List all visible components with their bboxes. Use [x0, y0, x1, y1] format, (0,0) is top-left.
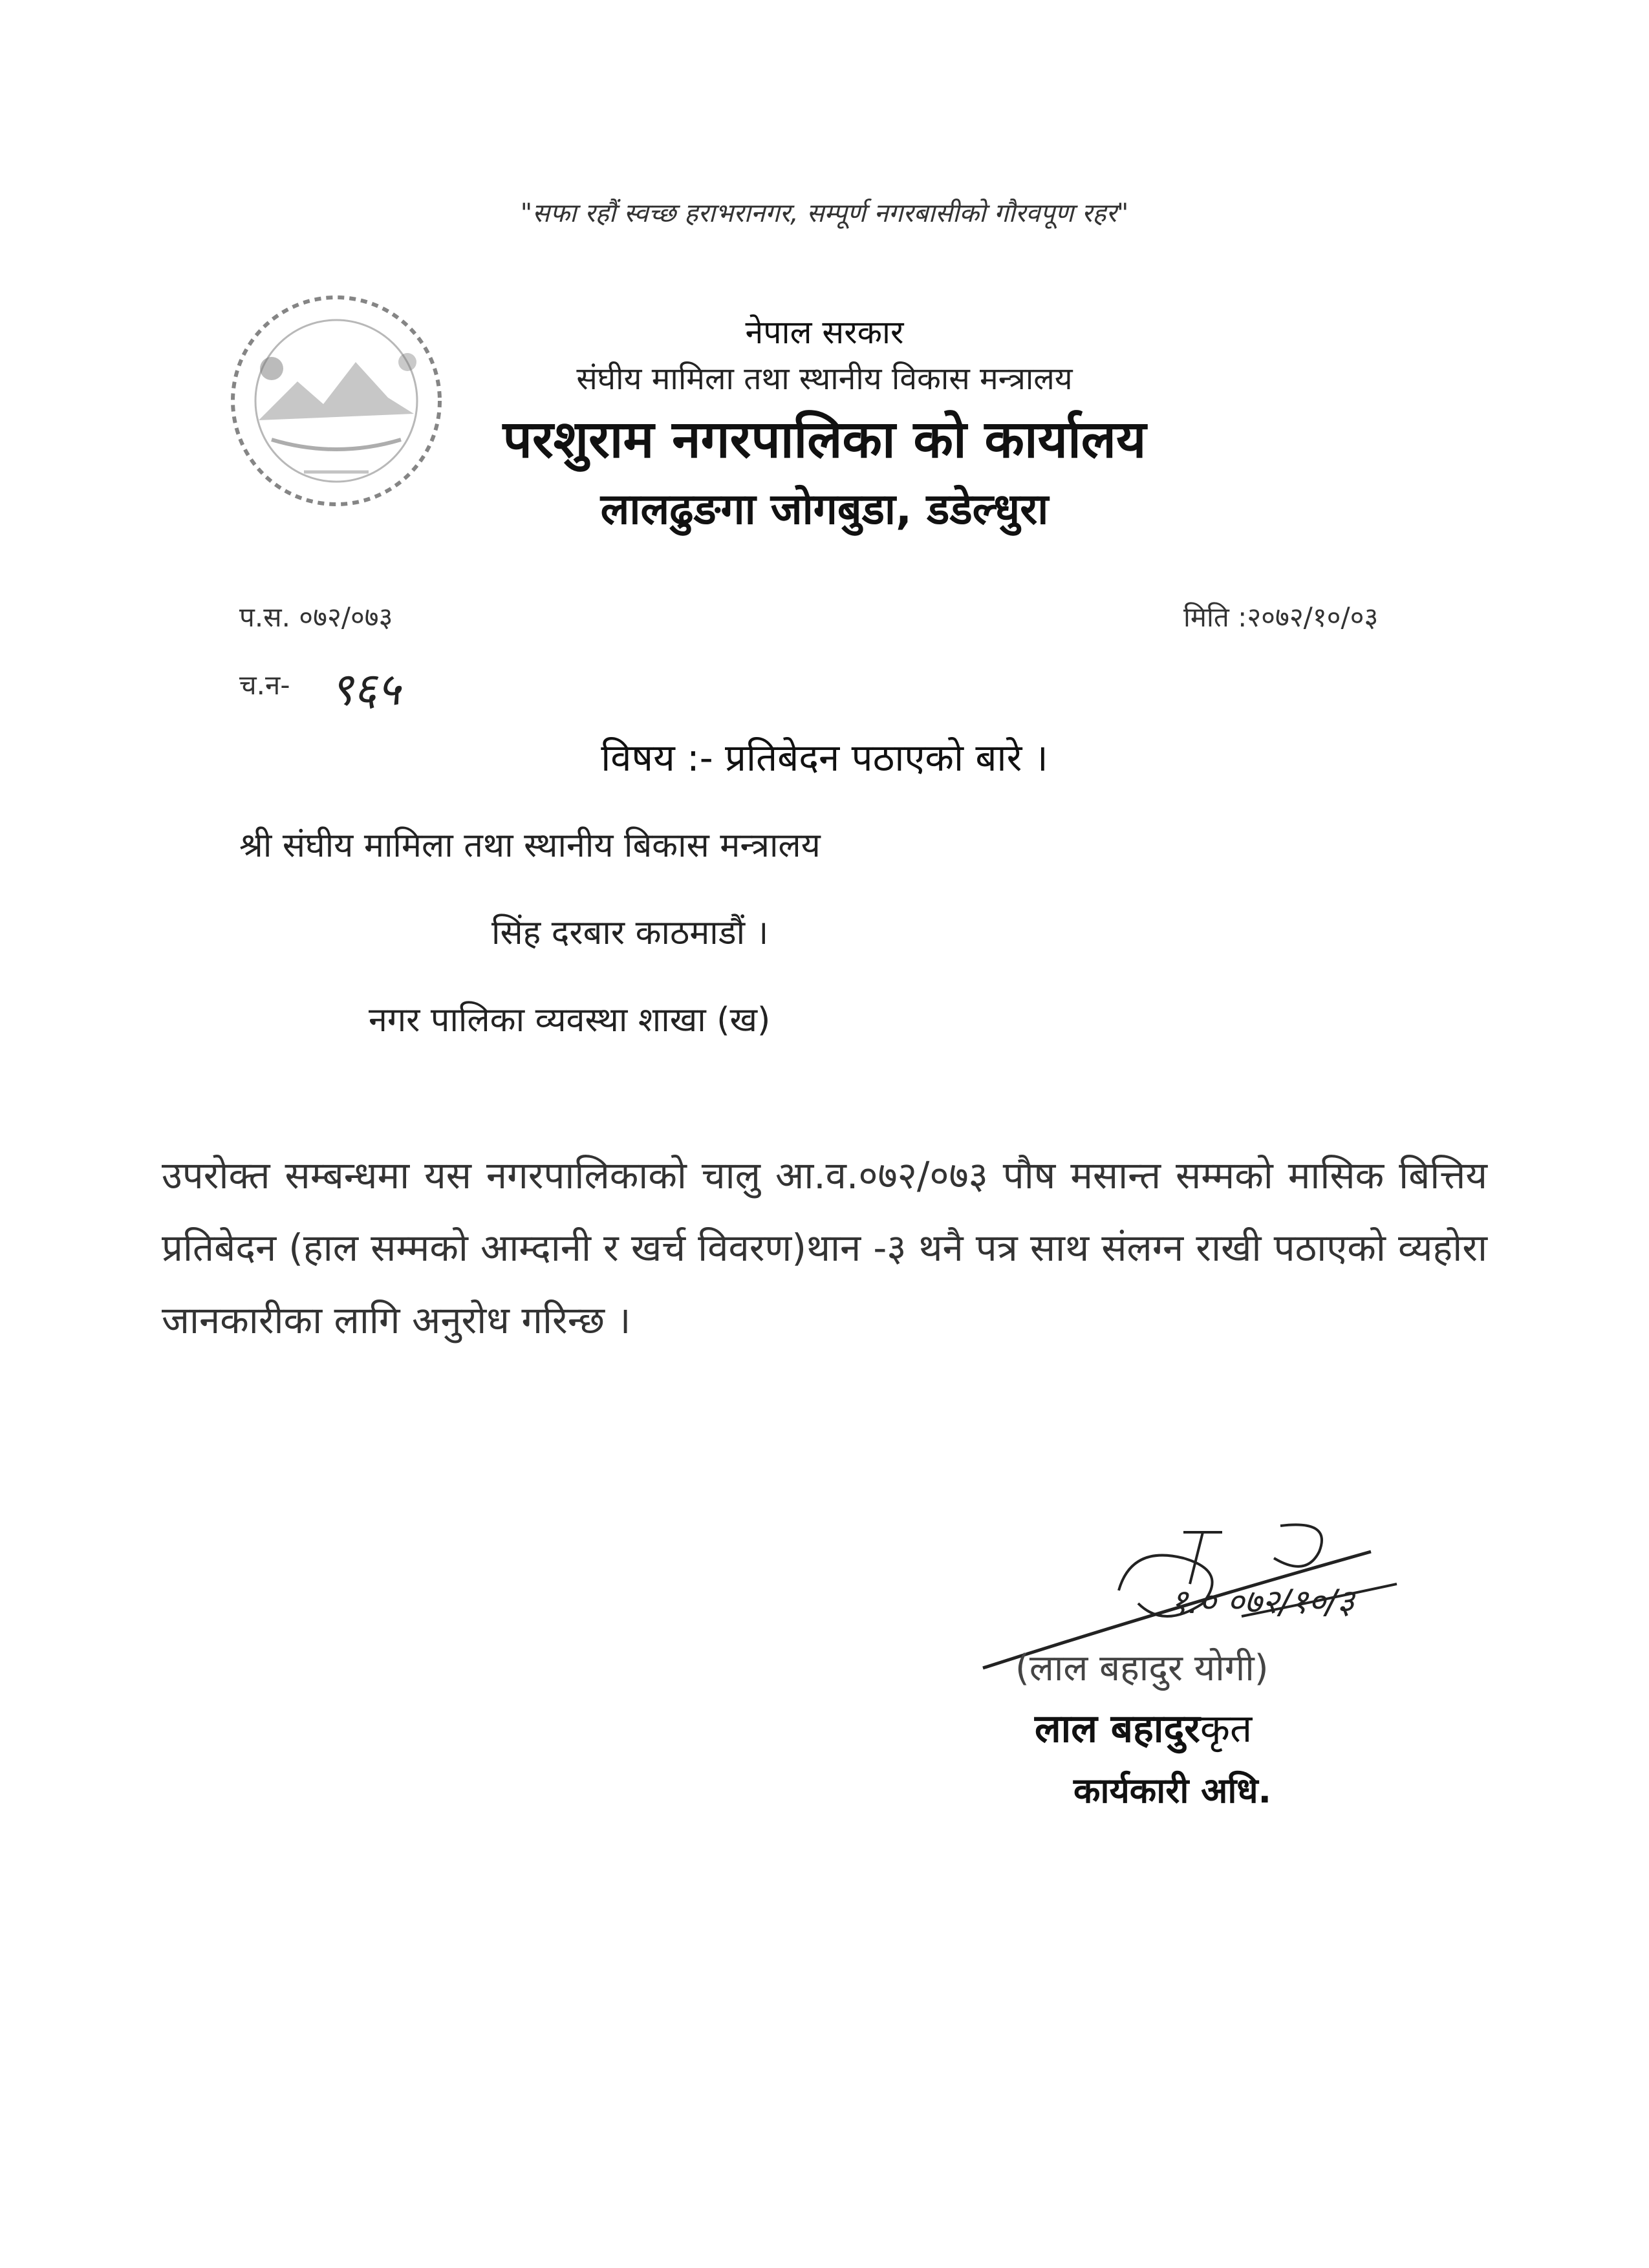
stamp-title: कार्यकारी अधि.	[1073, 1770, 1272, 1811]
letter-date: मिति :२०७२/१०/०३	[1183, 601, 1379, 633]
recipient-line-3: नगर पालिका व्यवस्था शाखा (ख)	[369, 1001, 771, 1040]
office-name: परशुराम नगरपालिका को कार्यालय	[502, 409, 1147, 469]
recipient-line-2: सिंह दरबार काठमाडौं ।	[491, 914, 769, 952]
stamp-suffix: कृत	[1200, 1706, 1253, 1751]
letter-body: उपरोक्त सम्बन्धमा यस नगरपालिकाको चालु आ.व.०७२/०७३ पौष मसान्त सम्मको मासिक बित्तिय प्रतिबेदन (हाल सम्मको आम्दानी र खर्च विवरण)थान -३ थनै पत्र साथ संलग्न राखी पठाएको व्यहोरा जानकारीका लागि अनुरोध गरिन्छ ।	[162, 1153, 1487, 1342]
dispatch-number: ९६५	[330, 663, 401, 716]
stamp-name	[1035, 1700, 1252, 1753]
government-name: नेपाल सरकार	[745, 314, 904, 351]
ministry-name: संघीय मामिला तथा स्थानीय विकास मन्त्रालय	[576, 361, 1073, 397]
signature-date: १.० ०७२/१०/३	[1170, 1583, 1355, 1621]
letter-subject: विषय :- प्रतिबेदन पठाएको बारे ।	[601, 736, 1048, 780]
signatory-name: (लाल बहादुर योगी)	[1015, 1647, 1269, 1689]
motto: "सफा रहौं स्वच्छ हराभरानगर, सम्पूर्ण नगरबासीको गौरवपूण रहर"	[520, 198, 1129, 228]
office-location: लालढुङगा जोगबुडा, डडेल्धुरा	[600, 484, 1049, 534]
stamp-name-text: लाल बहादुर	[1035, 1706, 1200, 1751]
recipient-line-1: श्री संघीय मामिला तथा स्थानीय बिकास मन्त्रालय	[239, 826, 821, 865]
letter-number: प.स. ०७२/०७३	[239, 601, 393, 633]
dispatch-label: च.न-	[239, 669, 290, 701]
